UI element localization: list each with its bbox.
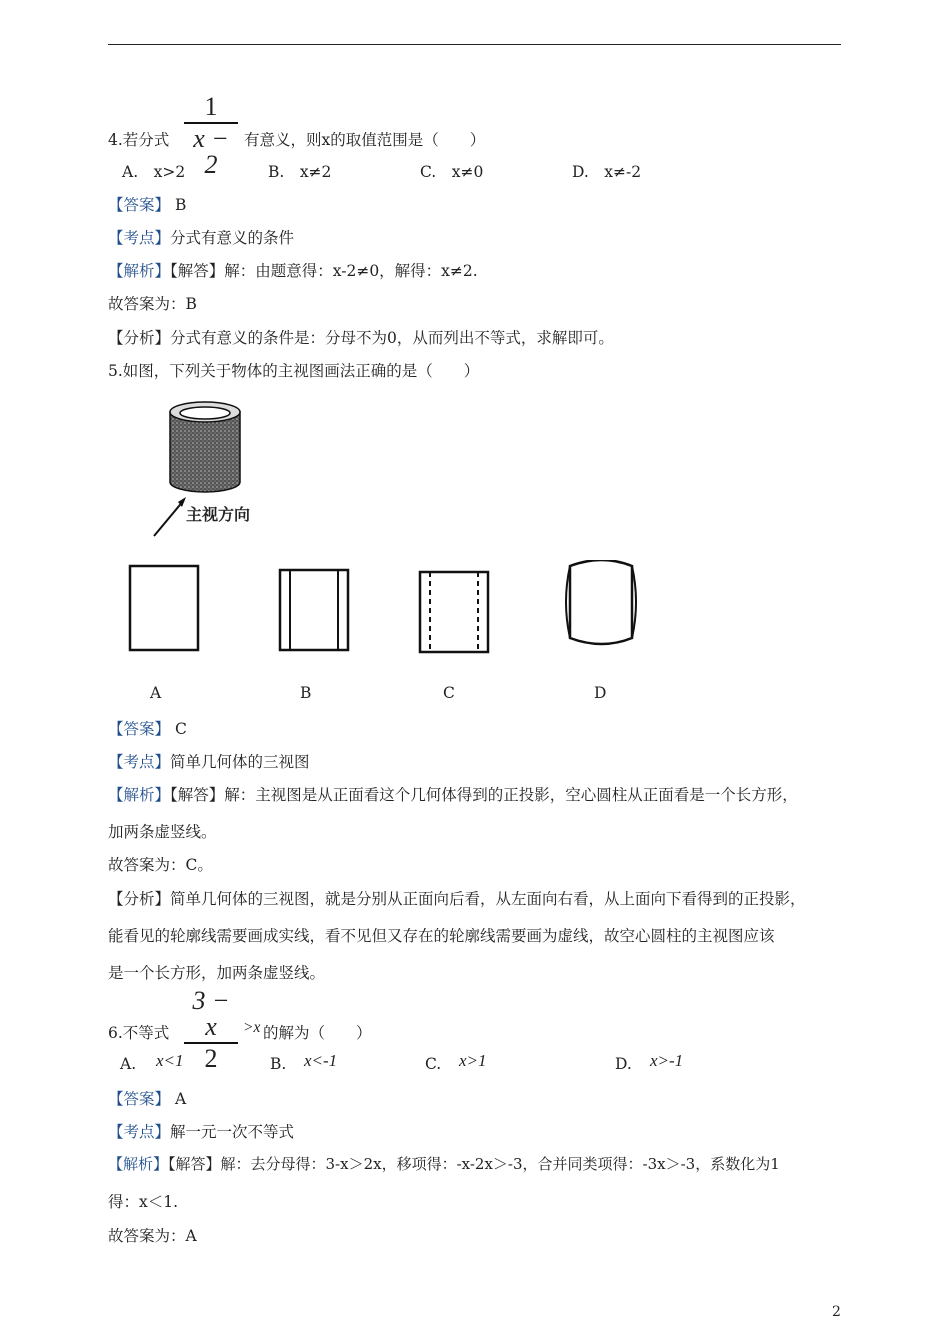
q6-option-d-value: x>-1	[650, 1051, 684, 1070]
q6-frac-denominator: 2	[204, 1044, 218, 1073]
q5-fenxi-3: 是一个长方形，加两条虚竖线。	[108, 964, 326, 982]
page-number: 2	[832, 1304, 841, 1320]
q4-jiexi: 【解答】解：由题意得：x-2≠0，解得：x≠2.	[170, 262, 478, 280]
option-a-figure	[130, 566, 198, 650]
q6-answer: A	[174, 1090, 187, 1108]
q5-answer-tag: 【答案】	[108, 720, 171, 738]
q4-fraction	[184, 94, 238, 178]
q4-kaodian-tag: 【考点】	[108, 229, 171, 247]
q6-answer-line	[108, 1087, 186, 1109]
q5-fenxi-line	[108, 887, 806, 909]
q5-stem: 5.如图，下列关于物体的主视图画法正确的是（ ）	[108, 362, 480, 380]
q5-fenxi-2: 能看见的轮廓线需要画成实线，看不见但又存在的轮廓线需要画为虚线，故空心圆柱的主视图应该	[108, 927, 775, 945]
q6-option-d-letter: D.	[615, 1055, 632, 1073]
option-label-d: D	[594, 684, 607, 702]
q4-option-a: A. x>2	[122, 163, 186, 181]
q6-jiexi-1: 【解答】解：去分母得：3-x＞2x，移项得：-x-2x＞-3，合并同类项得：-3x＞-3，系数化为1	[168, 1155, 780, 1173]
q6-kaodian-line	[108, 1120, 294, 1142]
front-view-options	[126, 560, 646, 660]
q5-fenxi-1: 简单几何体的三视图，就是分别从正面向后看，从左面向右看，从上面向下看得到的正投影，	[170, 890, 806, 908]
q4-option-b: B. x≠2	[268, 163, 332, 181]
q6-option-c-value: x>1	[459, 1051, 487, 1070]
q4-frac-numerator: 1	[204, 92, 218, 121]
q4-answer: B	[174, 196, 187, 214]
q6-frac-numerator: 3 − x	[192, 986, 230, 1041]
q5-jiexi-1: 【解答】解：主视图是从正面看这个几何体得到的正投影，空心圆柱从正面看是一个长方形，	[170, 786, 798, 804]
q5-answer-line	[108, 717, 187, 739]
q6-option-a-value: x<1	[156, 1051, 184, 1070]
q6-option-b-value: x<-1	[304, 1051, 338, 1070]
q6-jiexi-2: 得：x＜1.	[108, 1193, 179, 1211]
q4-kaodian-line	[108, 226, 294, 248]
option-label-a: A	[150, 684, 162, 702]
q6-option-c-letter: C.	[425, 1055, 442, 1073]
q4-stem-suffix: 有意义，则x的取值范围是（ ）	[244, 131, 486, 149]
q4-jiexi-line	[108, 259, 478, 281]
option-c-figure	[420, 572, 488, 652]
q4-fenxi: 分式有意义的条件是：分母不为0，从而列出不等式，求解即可。	[170, 329, 614, 347]
q6-kaodian-tag: 【考点】	[108, 1123, 171, 1141]
q4-frac-denominator: x − 2	[193, 124, 229, 179]
q4-fenxi-tag: 【分析】	[108, 329, 171, 347]
q5-jiexi-tag: 【解析】	[108, 786, 171, 804]
q4-conclusion: 故答案为：B	[108, 295, 197, 313]
option-b-figure	[280, 570, 348, 650]
q6-jiexi-line	[108, 1153, 780, 1174]
q6-stem-suffix: 的解为（ ）	[263, 1024, 372, 1042]
option-label-b: B	[300, 684, 312, 702]
q6-stem-mid: >x	[243, 1019, 261, 1036]
q4-option-d: D. x≠-2	[572, 163, 642, 181]
q6-kaodian: 解一元一次不等式	[170, 1123, 295, 1141]
q6-option-b-letter: B.	[270, 1055, 287, 1073]
q4-stem-prefix: 4.若分式	[108, 131, 170, 149]
q6-stem-prefix: 6.不等式	[108, 1024, 170, 1042]
q4-answer-tag: 【答案】	[108, 196, 171, 214]
q5-kaodian: 简单几何体的三视图	[170, 753, 310, 771]
q5-fenxi-tag: 【分析】	[108, 890, 171, 908]
view-direction-label: 主视方向	[186, 505, 251, 524]
q6-jiexi-tag: 【解析】	[108, 1155, 169, 1173]
q5-kaodian-line	[108, 750, 310, 772]
q6-answer-tag: 【答案】	[108, 1090, 171, 1108]
q5-answer: C	[174, 720, 187, 738]
option-label-c: C	[443, 684, 455, 702]
q4-jiexi-tag: 【解析】	[108, 262, 171, 280]
q6-fraction	[184, 988, 238, 1072]
q5-jiexi-2: 加两条虚竖线。	[108, 823, 217, 841]
option-d-figure	[566, 560, 636, 644]
q4-answer-line	[108, 193, 186, 215]
q5-kaodian-tag: 【考点】	[108, 753, 171, 771]
q4-kaodian: 分式有意义的条件	[170, 229, 295, 247]
header-rule	[108, 44, 841, 45]
q6-conclusion: 故答案为：A	[108, 1227, 197, 1245]
q4-option-c: C. x≠0	[420, 163, 484, 181]
q6-option-a-letter: A.	[120, 1055, 137, 1073]
q5-jiexi-line	[108, 783, 798, 805]
q4-fenxi-line	[108, 326, 614, 348]
q5-conclusion: 故答案为：C。	[108, 856, 213, 874]
